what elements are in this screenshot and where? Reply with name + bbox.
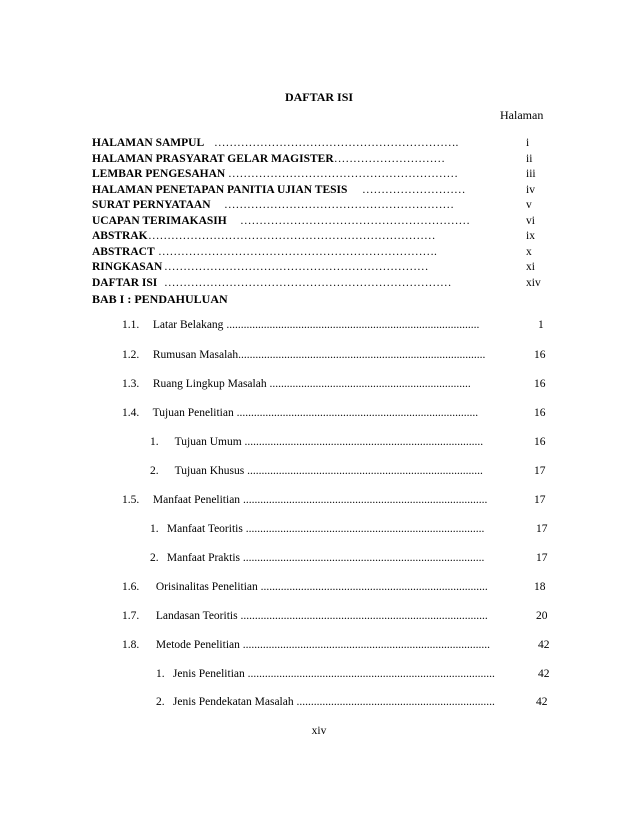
- toc-entry-landasan-teoritis[interactable]: [122, 608, 552, 624]
- toc-entry-ringkasan[interactable]: [92, 260, 552, 276]
- toc-entry-page: x: [526, 245, 532, 258]
- toc-entry-surat-pernyataan[interactable]: [92, 198, 552, 214]
- toc-entry-label: LEMBAR PENGESAHAN: [92, 168, 226, 180]
- toc-entry-label: HALAMAN SAMPUL: [92, 137, 205, 149]
- toc-entry-page: xiv: [526, 276, 541, 289]
- toc-entry-page: v: [526, 199, 532, 211]
- toc-entry-page: 16: [534, 436, 546, 448]
- toc-entry-number: 1.2.: [122, 349, 140, 361]
- toc-entry-halaman-prasyarat[interactable]: [92, 152, 552, 168]
- toc-entry-page: 16: [534, 407, 546, 419]
- toc-entry-page: 17: [536, 523, 548, 535]
- toc-entry-tujuan-penelitian[interactable]: [122, 405, 552, 421]
- toc-leader-dots: ......................................................................................: [244, 668, 495, 680]
- toc-entry-page: 17: [534, 494, 546, 506]
- toc-leader-dots: ...............................................................................: [257, 581, 488, 593]
- toc-leader-dots: …………………………………………………………………: [164, 276, 452, 289]
- toc-entry-page: 16: [534, 378, 546, 390]
- toc-entry-number: 1.: [150, 523, 159, 535]
- toc-leader-dots: ......................................................................................: [237, 610, 488, 622]
- toc-entry-label: Jenis Penelitian: [172, 668, 245, 680]
- toc-entry-number: 1.1.: [122, 319, 140, 331]
- toc-leader-dots: ………………………: [362, 183, 466, 196]
- toc-entry-label: Manfaat Teoritis: [166, 523, 243, 535]
- toc-entry-label: Manfaat Praktis: [166, 552, 241, 564]
- toc-leader-dots: …………………………: [330, 152, 445, 165]
- toc-entry-label: ABSTRAK: [92, 230, 148, 242]
- toc-entry-number: 1.8.: [122, 639, 140, 651]
- toc-entry-abstract[interactable]: [92, 245, 552, 261]
- toc-entry-label: HALAMAN PENETAPAN PANITIA UJIAN TESIS: [92, 183, 348, 196]
- toc-leader-dots: ……………………………………………………: [240, 214, 470, 227]
- toc-entry-number: 2.: [150, 552, 159, 564]
- toc-entry-page: iv: [526, 183, 535, 196]
- toc-entry-label: Tujuan Khusus: [174, 465, 245, 477]
- toc-entry-label: Ruang Lingkup Masalah: [152, 378, 267, 390]
- toc-entry-number: 1.3.: [122, 378, 140, 390]
- toc-leader-dots: …………………………………………………………………: [148, 230, 436, 242]
- toc-leader-dots: ....................................................................................: [240, 552, 485, 564]
- toc-entry-page: 17: [536, 552, 548, 564]
- toc-entry-lembar-pengesahan[interactable]: [92, 167, 552, 183]
- toc-leader-dots: ……………………………………………………….: [214, 137, 459, 149]
- toc-entry-manfaat-teoritis[interactable]: [150, 521, 552, 537]
- toc-entry-label: Orisinalitas Penelitian: [155, 581, 258, 593]
- toc-entry-number: 1.6.: [122, 581, 140, 593]
- toc-entry-number: 1.7.: [122, 610, 140, 622]
- toc-entry-rumusan-masalah[interactable]: [122, 347, 552, 363]
- toc-entry-label: Tujuan Penelitian: [152, 407, 234, 419]
- toc-entry-page: 1: [538, 319, 544, 331]
- toc-entry-page: 42: [538, 668, 550, 680]
- toc-entry-halaman-penetapan[interactable]: [92, 183, 552, 199]
- toc-entry-label: Latar Belakang: [152, 319, 224, 331]
- toc-entry-number: 1.5.: [122, 494, 140, 506]
- halaman-column-label: Halaman: [500, 108, 544, 122]
- toc-entry-label: RINGKASAN: [92, 261, 163, 273]
- toc-leader-dots: ......................................................................................: [239, 639, 490, 651]
- toc-entry-latar-belakang[interactable]: [122, 317, 552, 333]
- toc-leader-dots: ....................................................................................: [233, 407, 479, 419]
- toc-leader-dots: ……………………………………………………: [224, 199, 454, 211]
- toc-entry-page: iii: [526, 168, 536, 180]
- toc-leader-dots: ……………………………………………………………: [164, 261, 429, 273]
- toc-entry-jenis-pendekatan[interactable]: [156, 694, 552, 710]
- toc-entry-manfaat-praktis[interactable]: [150, 550, 552, 566]
- toc-entry-number: 1.4.: [122, 407, 140, 419]
- toc-entry-tujuan-khusus[interactable]: [150, 463, 552, 479]
- toc-leader-dots: ..................................................................................: [244, 465, 483, 477]
- front-matter-list: [92, 136, 552, 291]
- toc-entry-page: 17: [534, 465, 546, 477]
- toc-leader-dots: ...................................................................................: [241, 436, 484, 448]
- toc-entry-label: Tujuan Umum: [174, 436, 242, 448]
- toc-entry-label: Jenis Pendekatan Masalah: [172, 696, 294, 708]
- toc-entry-label: Rumusan Masalah: [152, 349, 239, 361]
- toc-entry-label: DAFTAR ISI: [92, 276, 158, 289]
- toc-entry-page: 20: [536, 610, 548, 622]
- toc-entry-page: i: [526, 137, 530, 149]
- toc-leader-dots: ......................................................................: [266, 378, 471, 390]
- toc-entry-manfaat-penelitian[interactable]: [122, 492, 552, 508]
- toc-entry-page: ii: [526, 152, 533, 165]
- toc-entry-label: UCAPAN TERIMAKASIH: [92, 214, 227, 227]
- toc-entry-label: ABSTRACT: [92, 245, 155, 258]
- toc-leader-dots: .....................................................................: [293, 696, 495, 708]
- toc-leader-dots: ……………………………………………………………….: [158, 245, 437, 258]
- toc-entry-number: 1.: [150, 436, 159, 448]
- toc-entry-label: SURAT PERNYATAAN: [92, 199, 211, 211]
- toc-entry-label: HALAMAN PRASYARAT GELAR MAGISTER: [92, 152, 334, 165]
- toc-entry-page: vi: [526, 214, 535, 227]
- toc-entry-label: Metode Penelitian: [155, 639, 240, 651]
- toc-entry-number: 1.: [156, 668, 165, 680]
- toc-entry-label: Landasan Teoritis: [155, 610, 238, 622]
- toc-entry-page: 16: [534, 349, 546, 361]
- toc-entry-daftar-isi[interactable]: [92, 276, 552, 292]
- toc-entry-page: 42: [536, 696, 548, 708]
- footer-page-number: xiv: [311, 725, 327, 737]
- toc-entry-label: Manfaat Penelitian: [152, 494, 241, 506]
- toc-leader-dots: .....................................................................................: [240, 494, 488, 506]
- toc-entry-orisinalitas[interactable]: [122, 579, 552, 595]
- toc-entry-metode-penelitian[interactable]: [122, 637, 552, 653]
- toc-entry-jenis-penelitian[interactable]: [156, 666, 552, 682]
- toc-entry-number: 2.: [150, 465, 159, 477]
- toc-entry-abstrak[interactable]: [92, 229, 552, 245]
- toc-entry-page: xi: [526, 261, 535, 273]
- toc-entry-tujuan-umum[interactable]: [150, 434, 552, 450]
- toc-entry-ruang-lingkup[interactable]: [122, 376, 552, 392]
- chapter-heading: BAB I : PENDAHULUAN: [92, 292, 228, 306]
- toc-leader-dots: ……………………………………………………: [228, 168, 458, 180]
- toc-entry-number: 2.: [156, 696, 165, 708]
- toc-entry-halaman-sampul[interactable]: [92, 136, 552, 152]
- toc-entry-ucapan-terimakasih[interactable]: [92, 214, 552, 230]
- toc-entry-page: 42: [538, 639, 550, 651]
- toc-leader-dots: ......................................................................................: [238, 349, 486, 361]
- toc-entry-page: 18: [534, 581, 546, 593]
- toc-entry-page: ix: [526, 230, 535, 242]
- page-title: DAFTAR ISI: [284, 90, 354, 104]
- toc-leader-dots: ........................................................................................: [223, 319, 480, 331]
- toc-leader-dots: ...................................................................................: [242, 523, 485, 535]
